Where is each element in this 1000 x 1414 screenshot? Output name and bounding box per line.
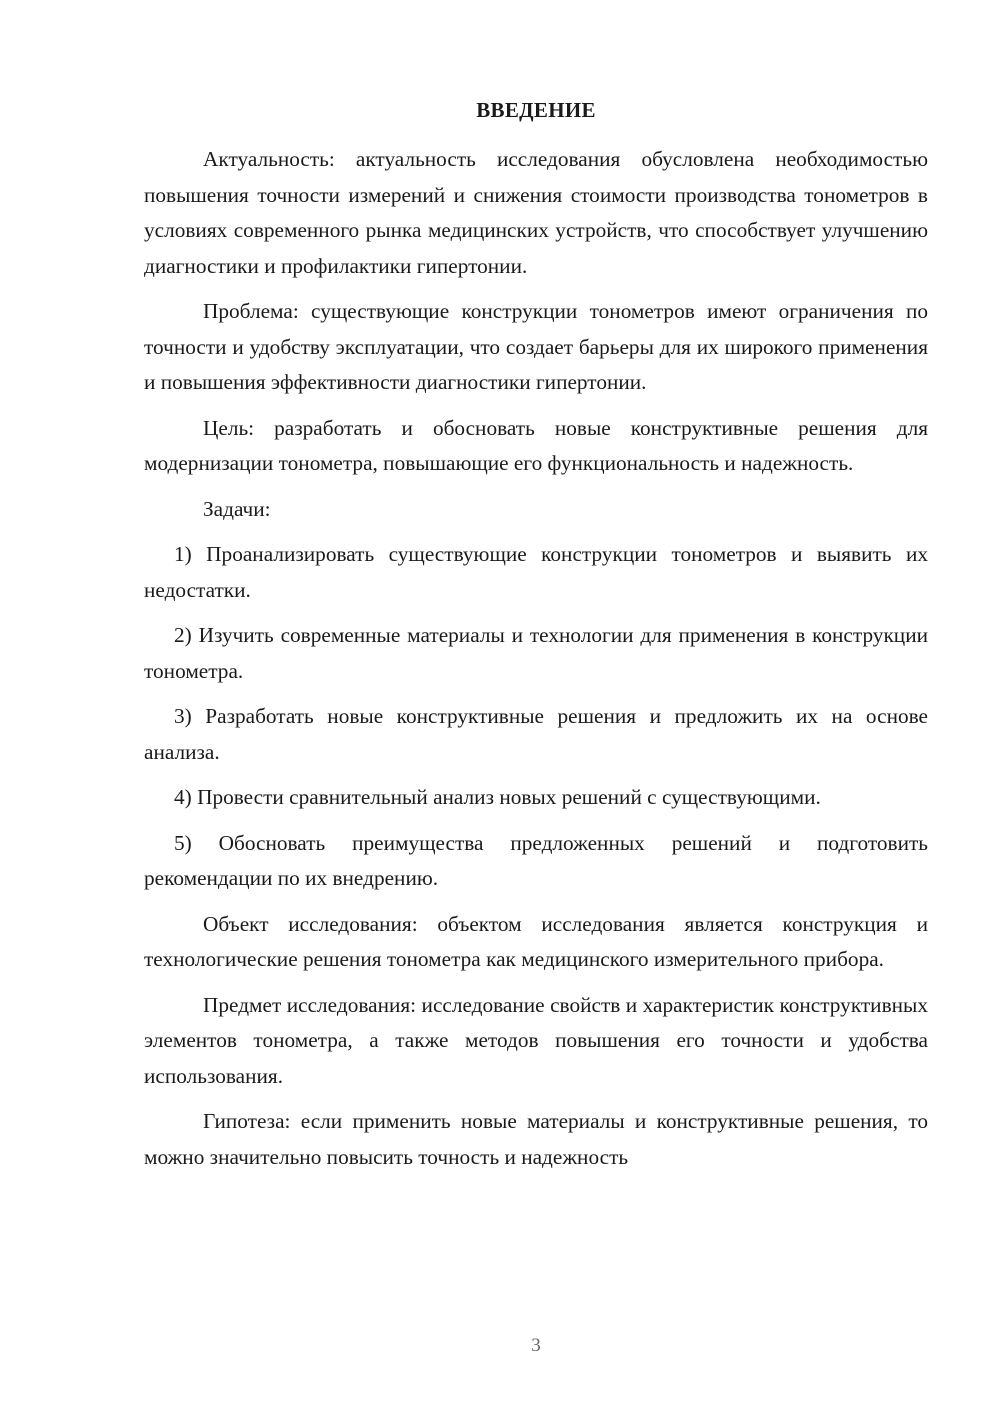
- task-item-3: 3) Разработать новые конструктивные решения и предложить их на основе анализа.: [144, 704, 928, 764]
- tasks-heading: Задачи:: [203, 496, 271, 521]
- task-item-4: 4) Провести сравнительный анализ новых решений с существующими.: [174, 785, 821, 809]
- paragraph-relevance: Актуальность: актуальность исследования обусловлена необходимостью повышения точности измерений и снижения стоимости производства тонометров в условиях современного рынка медицинских устройств, что способствует улучшению диагностики и профилактики гипертонии.: [144, 147, 928, 278]
- paragraph-object: Объект исследования: объектом исследования является конструкция и технологические решения тонометра как медицинского измерительного прибора.: [144, 911, 928, 971]
- task-item-2: 2) Изучить современные материалы и технологии для применения в конструкции тонометра.: [144, 623, 928, 683]
- task-item-5: 5) Обосновать преимущества предложенных решений и подготовить рекомендации по их внедрению.: [144, 830, 928, 890]
- paragraph-goal: Цель: разработать и обосновать новые конструктивные решения для модернизации тонометра, повышающие его функциональность и надежность.: [144, 415, 928, 475]
- task-item-1: 1) Проанализировать существующие конструкции тонометров и выявить их недостатки.: [144, 542, 928, 602]
- page-number: 3: [531, 1335, 541, 1356]
- page-title: ВВЕДЕНИЕ: [476, 98, 596, 122]
- paragraph-hypothesis: Гипотеза: если применить новые материалы и конструктивные решения, то можно значительно повысить точность и надежность: [144, 1109, 928, 1169]
- paragraph-subject: Предмет исследования: исследование свойств и характеристик конструктивных элементов тонометра, а также методов повышения его точности и удобства использования.: [144, 992, 928, 1088]
- document-body: [144, 142, 928, 1175]
- paragraph-problem: Проблема: существующие конструкции тонометров имеют ограничения по точности и удобству эксплуатации, что создает барьеры для их широкого применения и повышения эффективности диагностики гипертонии.: [144, 299, 928, 394]
